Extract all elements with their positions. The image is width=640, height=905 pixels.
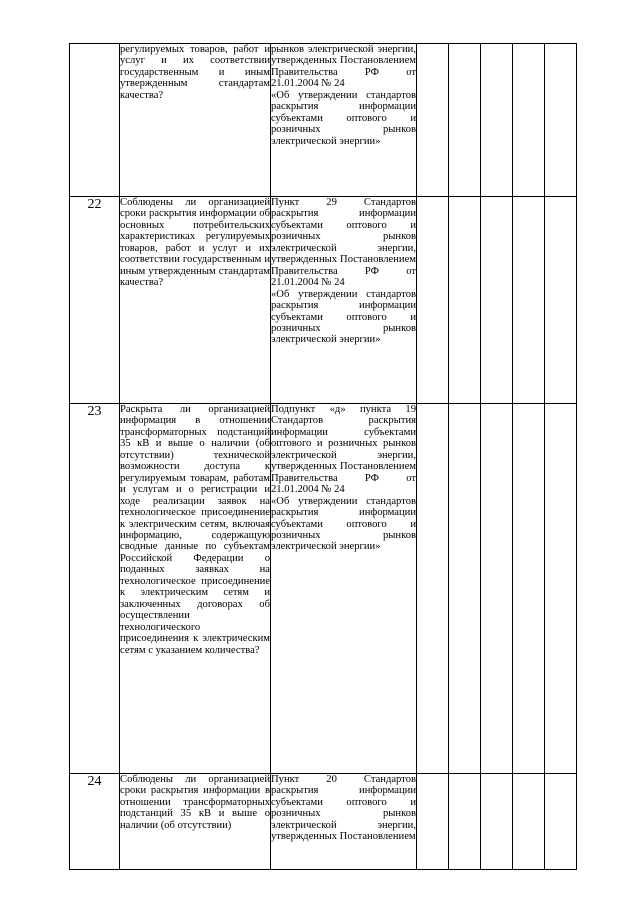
legal-reference-text: рынков электрической энергии, утвержденных Постановлением Правительства РФ от 21.01.2004 № 24 «Об утверждении стандартов раскрытия информации субъектами оптового и розничных рынков электрической энергии» (271, 44, 416, 147)
answer-not-applicable-cell (481, 44, 513, 197)
question-cell (120, 404, 271, 774)
answer-no-cell (449, 404, 481, 774)
question-text: Раскрыта ли организацией информация в отношении трансформаторных подстанций 35 кВ и выше о наличии (об отсутствии) технической возможности доступа к регулируемым товарам, работам и услугам и о регистрации и ходе реализации заявок на технологическое присоединение к электрическим сетям, включая информацию, содержащую сводные данные по субъектам Российской Федерации о поданных заявках на технологическое присоединение к электрическим сетям и заключенных договорах об осуществлении технологического присоединения к электрическим сетям с указанием количества? (120, 404, 270, 656)
answer-not-applicable-cell (481, 404, 513, 774)
question-text: регулируемых товаров, работ и услуг и их соответствии государственным и иным утвержденным стандартам качества? (120, 44, 270, 101)
question-text: Соблюдены ли организацией сроки раскрытия информации об основных потребительских характеристиках регулируемых товаров, работ и услуг и их соответствии государственным и иным утвержденным стандартам качества? (120, 197, 270, 289)
legal-reference-cell (271, 404, 417, 774)
legal-reference-text: Пункт 20 Стандартов раскрытия информации субъектами оптового и розничных рынков электрической энергии, утвержденных Постановлением (271, 774, 416, 843)
row-number-cell (70, 404, 120, 774)
question-text: Соблюдены ли организацией сроки раскрытия информации в отношении трансформаторных подстанций 35 кВ и выше о наличии (об отсутствии) (120, 774, 270, 831)
table-row (70, 404, 577, 774)
row-number: 23 (87, 404, 102, 419)
answer-extra-cell (513, 404, 545, 774)
legal-reference-cell (271, 44, 417, 197)
legal-reference-text: Пункт 29 Стандартов раскрытия информации субъектами оптового и розничных рынков электрической энергии, утвержденных Постановлением Правительства РФ от 21.01.2004 № 24 «Об утверждении стандартов раскрытия информации субъектами оптового и розничных рынков электрической энергии» (271, 197, 416, 346)
answer-not-applicable-cell (481, 197, 513, 404)
notes-cell (545, 197, 577, 404)
legal-reference-text: Подпункт «д» пункта 19 Стандартов раскрытия информации субъектами оптового и розничных рынков электрической энергии, утвержденных Постановлением Правительства РФ от 21.01.2004 № 24 «Об утверждении стандартов раскрытия информации субъектами оптового и розничных рынков электрической энергии» (271, 404, 416, 553)
notes-cell (545, 774, 577, 870)
answer-no-cell (449, 44, 481, 197)
answer-not-applicable-cell (481, 774, 513, 870)
notes-cell (545, 44, 577, 197)
answer-yes-cell (417, 44, 449, 197)
notes-cell (545, 404, 577, 774)
table-row (70, 197, 577, 404)
row-number-cell (70, 774, 120, 870)
answer-extra-cell (513, 44, 545, 197)
answer-no-cell (449, 774, 481, 870)
answer-yes-cell (417, 404, 449, 774)
checklist-table (69, 43, 577, 870)
question-cell (120, 197, 271, 404)
row-number-cell (70, 197, 120, 404)
answer-yes-cell (417, 774, 449, 870)
table-row (70, 774, 577, 870)
question-cell (120, 774, 271, 870)
row-number-cell (70, 44, 120, 197)
question-cell (120, 44, 271, 197)
table-row (70, 44, 577, 197)
answer-extra-cell (513, 774, 545, 870)
row-number: 22 (87, 197, 102, 212)
legal-reference-cell (271, 774, 417, 870)
answer-yes-cell (417, 197, 449, 404)
answer-extra-cell (513, 197, 545, 404)
row-number: 24 (87, 774, 102, 789)
legal-reference-cell (271, 197, 417, 404)
answer-no-cell (449, 197, 481, 404)
